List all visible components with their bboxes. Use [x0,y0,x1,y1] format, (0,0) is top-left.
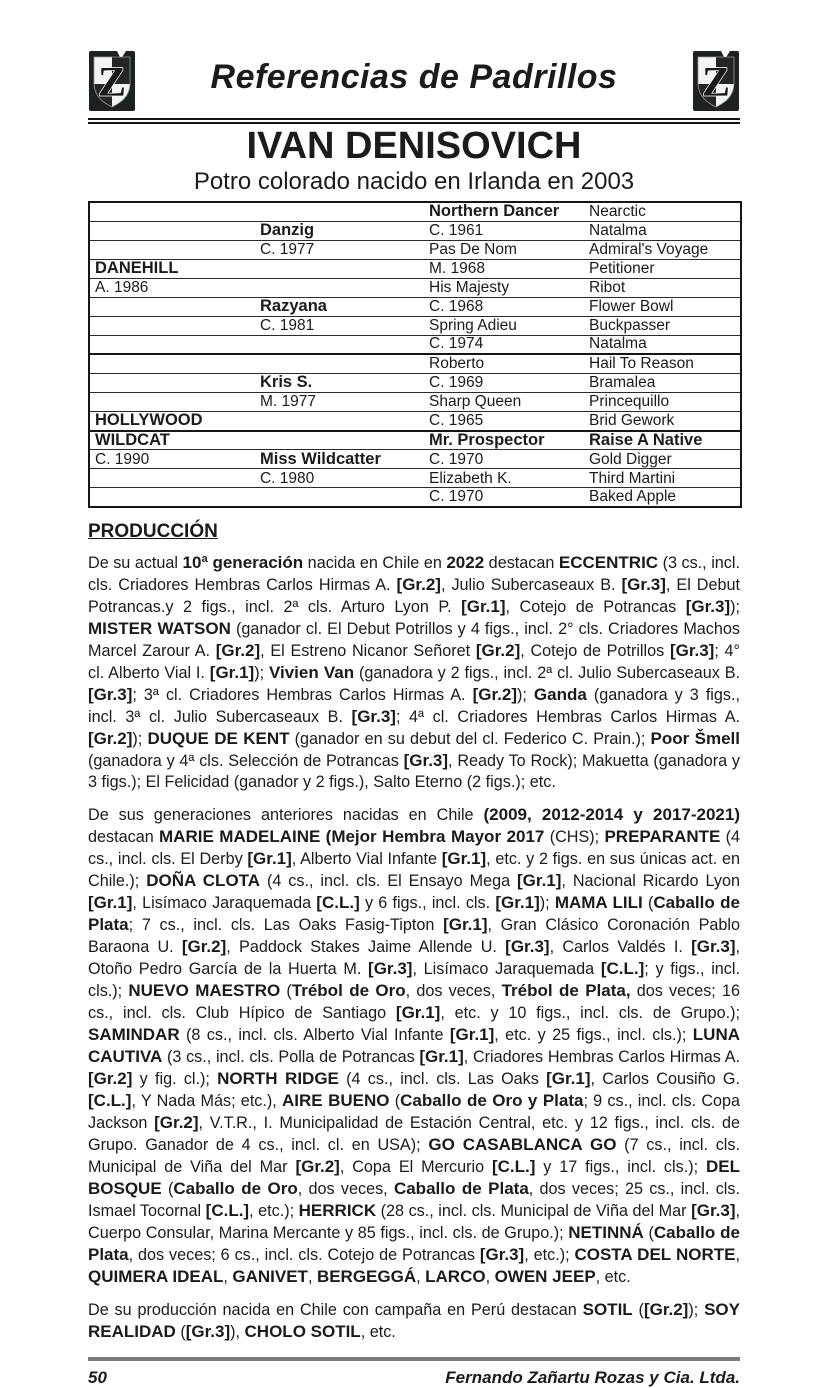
pedigree-cell: Third Martini [584,469,741,488]
bold-text-segment: NETINNÁ [568,1222,644,1242]
bold-text-segment: Caballo de Plata [393,1178,529,1198]
pedigree-cell: Mr. Prospector [424,431,584,450]
text-segment: ( [389,1091,401,1110]
pedigree-cell [255,335,424,354]
pedigree-cell [255,202,424,221]
text-segment: (28 cs., incl. cls. Municipal de Viña del Mar [376,1201,692,1220]
text-segment: ; 3ª cl. Criadores Hembras Carlos Hirmas A. [132,685,473,704]
pedigree-cell: Sharp Queen [424,392,584,411]
bold-text-segment: DEL BOSQUE [88,1156,740,1198]
bold-text-segment: COSTA DEL NORTE [574,1244,736,1264]
bold-text-segment: [Gr.3] [691,936,736,956]
produccion-paragraph-2 [88,804,740,1288]
bold-text-segment: [Gr.1] [209,662,255,682]
pedigree-cell: C. 1990 [89,450,255,469]
bold-text-segment: OWEN JEEP [494,1266,596,1286]
bold-text-segment: [Gr.3] [351,706,396,726]
produccion-heading: PRODUCCIÓN [88,520,218,542]
text-segment: destacan [88,827,159,846]
footer-divider [88,1357,740,1361]
bold-text-segment: Ganda [533,684,587,704]
pedigree-row [89,488,741,507]
bold-text-segment: [Gr.1] [495,892,540,912]
pedigree-cell: Admiral's Voyage [584,240,741,259]
bold-text-segment: DUQUE DE KENT [147,728,290,748]
bold-text-segment: [Gr.3] [691,1200,736,1220]
pedigree-cell [255,259,424,278]
text-segment: , [416,1267,426,1286]
pedigree-row [89,392,741,411]
text-segment: ); [516,685,534,704]
produccion-paragraph-3 [88,1299,740,1343]
bold-text-segment: [Gr.3] [368,958,413,978]
bold-text-segment: [Gr.2] [472,684,517,704]
text-segment: ( [161,1179,174,1198]
pedigree-cell: Natalma [584,221,741,240]
text-segment: ); [539,893,555,912]
bold-text-segment: 2022 [446,552,485,572]
bold-text-segment: LARCO [425,1266,486,1286]
pedigree-cell: Razyana [255,297,424,316]
text-segment: , etc.); [524,1245,575,1264]
pedigree-cell: C. 1965 [424,411,584,430]
text-segment: (4 cs., incl. cls. El Derby [88,827,741,868]
pedigree-row [89,259,741,278]
bold-text-segment: [Gr.3] [621,574,666,594]
pedigree-row [89,202,741,221]
pedigree-row [89,240,741,259]
pedigree-cell: Kris S. [255,373,424,392]
text-segment: nacida en Chile en [303,553,447,572]
masthead [88,50,740,114]
bold-text-segment: (Mejor Hembra Mayor 2017 [325,826,545,846]
text-segment: , dos veces; 25 cs., incl. cls. Ismael Tocornal [88,1179,740,1220]
text-segment: y fig. cl.); [132,1069,218,1088]
text-segment: , dos veces, [297,1179,394,1198]
bold-text-segment: Caballo de Oro y Plata [400,1090,584,1110]
text-segment: , Carlos Cousiño G. [590,1069,740,1088]
bold-text-segment: [Gr.3] [479,1244,525,1264]
bold-text-segment: CHOLO SOTIL [244,1321,361,1341]
bold-text-segment: SAMINDAR [88,1024,180,1044]
bold-text-segment: [Gr.1] [449,1024,495,1044]
text-segment: , Gran Clásico Coronación Pablo Baraona U. [88,915,740,956]
bold-text-segment: [Gr.2] [643,1299,689,1319]
logo-letter: Z [701,60,731,106]
bold-text-segment: [Gr.1] [247,848,292,868]
bold-text-segment: [Gr.1] [441,848,487,868]
bold-text-segment: [Gr.3] [669,640,715,660]
text-segment: ); [730,597,740,616]
bold-text-segment: MARIE MADELAINE [159,826,321,846]
pedigree-row [89,469,741,488]
bold-text-segment: GO CASABLANCA GO [428,1134,617,1154]
text-segment: , [223,1267,233,1286]
text-segment: (4 cs., incl. cls. Las Oaks [338,1069,547,1088]
text-segment: , El Debut Potrancas.y 2 figs., incl. 2ª cls. Arturo Lyon P. [88,575,741,616]
bold-text-segment: [Gr.2] [88,1068,133,1088]
bold-text-segment: [C.L.] [491,1156,536,1176]
pedigree-row [89,373,741,392]
pedigree-cell: C. 1969 [424,373,584,392]
pedigree-cell: WILDCAT [89,431,255,450]
text-segment: dos veces; 16 cs., incl. cls. Club Hípico de Santiago [88,981,740,1022]
text-segment: ; 4ª cl. Criadores Hembras Carlos Hirmas A. [395,707,740,726]
bold-text-segment: MAMA LILI [554,892,643,912]
text-segment: , [485,1267,495,1286]
company-name: Fernando Zañartu Rozas y Cia. Ltda. [445,1367,740,1387]
pedigree-row [89,278,741,297]
text-segment: , Nacional Ricardo Lyon [561,871,740,890]
text-segment: , etc. y 2 figs. en sus únicas act. en Chile.); [88,849,741,890]
zanartu-crest-logo-right [692,50,740,112]
text-segment: (3 cs., incl. cls. Criadores Hembras Carlos Hirmas A. [88,553,740,594]
bold-text-segment: [C.L.] [316,892,360,912]
bold-text-segment: MISTER WATSON [88,618,231,638]
pedigree-cell: M. 1968 [424,259,584,278]
text-segment: (8 cs., incl. cls. Alberto Vial Infante [179,1025,450,1044]
pedigree-cell: Northern Dancer [424,202,584,221]
text-segment: ; 9 cs., incl. cls. Copa Jackson [88,1091,741,1132]
text-segment: , [735,1245,740,1264]
pedigree-table-body [89,202,741,507]
text-segment: ( [632,1300,644,1319]
bold-text-segment: [Gr.3] [685,596,731,616]
pedigree-cell [255,411,424,430]
pedigree-cell: Hail To Reason [584,354,741,373]
bold-text-segment: [Gr.1] [461,596,506,616]
bold-text-segment: [Gr.1] [395,1002,441,1022]
bold-text-segment: Vivien Van [268,662,355,682]
horse-subtitle: Potro colorado nacido en Irlanda en 2003 [193,167,635,195]
text-segment: (ganadora y 2 figs., incl. 2ª cl. Julio Subercaseaux B. [354,663,740,682]
bold-text-segment: [Gr.1] [443,914,488,934]
bold-text-segment: [Gr.1] [419,1046,464,1066]
bold-text-segment: [Gr.3] [403,750,449,770]
text-segment: (ganadora y 4ª cls. Selección de Potrancas [88,751,404,770]
pedigree-row [89,335,741,354]
text-segment: ( [643,1223,654,1242]
pedigree-row [89,221,741,240]
text-segment: , etc. [360,1322,396,1341]
bold-text-segment: QUIMERA IDEAL [88,1266,224,1286]
text-segment: , El Estreno Nicanor Señoret [260,641,476,660]
pedigree-cell [89,202,255,221]
text-segment: (ganador cl. El Debut Potrillos y 4 figs., incl. 2° cls. Criadores Machos Marcel Zarour A. [88,619,741,660]
pedigree-cell: Miss Wildcatter [255,450,424,469]
pedigree-cell: Flower Bowl [584,297,741,316]
text-segment: , Y Nada Más; etc.), [131,1091,283,1110]
page-number: 50 [88,1367,107,1387]
text-segment: ; y figs., incl. cls.); [88,959,740,1000]
pedigree-cell: Baked Apple [589,488,677,506]
bold-text-segment: [Gr.2] [88,728,133,748]
pedigree-row [89,354,741,373]
text-segment: , Paddock Stakes Jaime Allende U. [226,937,506,956]
bold-text-segment: [Gr.2] [396,574,441,594]
pedigree-cell: Ribot [584,278,741,297]
bold-text-segment: LUNA CAUTIVA [88,1024,740,1066]
bold-text-segment: GANIVET [232,1266,308,1286]
text-segment: , Alberto Vial Infante [291,849,442,868]
bold-text-segment: Caballo de Plata [88,1222,741,1264]
pedigree-cell: C. 1980 [255,469,424,488]
pedigree-cell [89,297,255,316]
page-title: Referencias de Padrillos [210,58,618,96]
pedigree-cell: Bramalea [584,373,741,392]
text-segment: , Lisímaco Jaraquemada [412,959,601,978]
bold-text-segment: AIRE BUENO [282,1090,390,1110]
text-segment: (7 cs., incl. cls. Municipal de Viña del Mar [88,1135,740,1176]
pedigree-cell: Petitioner [584,259,741,278]
text-segment: ), [230,1322,245,1341]
text-segment: , Cuerpo Consular, Marina Mercante y 85 figs., incl. cls. de Grupo.); [88,1201,740,1242]
text-segment: ; 4° cl. Alberto Vial I. [88,641,741,682]
pedigree-cell [89,354,255,373]
pedigree-cell: C. 1974 [424,335,584,354]
pedigree-cell: A. 1986 [89,278,255,297]
pedigree-row [89,450,741,469]
text-segment: (CHS); [544,827,605,846]
text-segment: , Criadores Hembras Carlos Hirmas A. [463,1047,740,1066]
text-segment: (ganador en su debut del cl. Federico C. Prain.); [289,729,651,748]
pedigree-cell [89,316,255,335]
text-segment: , Ready To Rock); Makuetta (ganadora y 3 figs.); El Felicidad (ganador y 2 figs.), Salto Eterno (2 figs.); etc. [88,751,740,791]
bold-text-segment: SOTIL [582,1299,633,1319]
text-segment: , Carlos Valdés I. [549,937,692,956]
text-segment: De su producción nacida en Chile con campaña en Perú destacan [88,1300,583,1319]
pedigree-cell: C. 1977 [255,240,424,259]
pedigree-cell [89,240,255,259]
pedigree-cell [89,335,255,354]
text-segment: , Cotejo de Potrancas [505,597,686,616]
bold-text-segment: [Gr.2] [295,1156,340,1176]
page-content [88,50,740,1388]
pedigree-row [89,297,741,316]
bold-text-segment: Poor Šmell [650,728,741,748]
text-segment: , Cotejo de Potrillos [520,641,670,660]
bold-text-segment: HERRICK [298,1200,377,1220]
pedigree-cell: Raise A Native [584,431,741,450]
text-segment: ( [175,1322,186,1341]
bold-text-segment: [Gr.1] [88,892,133,912]
bold-text-segment: [Gr.2] [215,640,261,660]
text-segment: , Julio Subercaseaux B. [440,575,622,594]
pedigree-cell [255,278,424,297]
pedigree-cell: C. 1970 [424,450,584,469]
pedigree-cell: Princequillo [584,392,741,411]
text-segment: , dos veces; 6 cs., incl. cls. Cotejo de Potrancas [128,1245,480,1264]
bold-text-segment: [Gr.3] [505,936,550,956]
text-segment: (4 cs., incl. cls. El Ensayo Mega [260,871,518,890]
pedigree-cell: Brid Gework [584,411,741,430]
text-segment: , Otoño Pedro García de la Huerta M. [88,937,740,978]
pedigree-row [89,316,741,335]
bold-text-segment: [C.L.] [205,1200,250,1220]
text-segment: , dos veces, [405,981,502,1000]
pedigree-cell: C. 1968 [424,297,584,316]
pedigree-cell: Spring Adieu [424,316,584,335]
text-segment: , etc. y 10 figs., incl. cls. de Grupo.); [440,1003,740,1022]
text-segment: ; 7 cs., incl. cls. Las Oaks Fasig-Tipton [128,915,444,934]
bold-text-segment: 10ª generación [182,552,304,572]
text-segment: ); [254,663,269,682]
pedigree-cell: Roberto [424,354,584,373]
pedigree-cell [255,488,424,507]
bold-text-segment: BERGEGGÁ [316,1266,417,1286]
pedigree-cell: C. 1961 [424,221,584,240]
bold-text-segment: [Gr.2] [154,1112,199,1132]
pedigree-cell: Buckpasser [584,316,741,335]
pedigree-cell: Elizabeth K. [424,469,584,488]
logo-letter: Z [97,60,127,106]
pedigree-cell: Nearctic [584,202,741,221]
bold-text-segment: SOY REALIDAD [88,1299,740,1341]
pedigree-cell [89,488,255,507]
zanartu-crest-logo-left [88,50,136,112]
text-segment: De sus generaciones anteriores nacidas en Chile [88,805,484,824]
bold-text-segment: PREPARANTE [604,826,721,846]
pedigree-cell [89,392,255,411]
text-segment: ); [132,729,148,748]
bold-text-segment: Trébol de Oro [291,980,406,1000]
pedigree-row [89,411,741,430]
pedigree-cell: DANEHILL [89,259,255,278]
bold-text-segment: Caballo de Plata [88,892,741,934]
text-segment: destacan [484,553,559,572]
text-segment: , etc. y 25 figs., incl. cls.); [494,1025,693,1044]
pedigree-cell [89,221,255,240]
text-segment: ( [280,981,292,1000]
text-segment: , Lisímaco Jaraquemada [132,893,317,912]
text-segment: ); [688,1300,705,1319]
bold-text-segment: [Gr.3] [88,684,133,704]
header-divider [88,118,740,124]
bold-text-segment: [Gr.2] [475,640,521,660]
pedigree-cell: HOLLYWOOD [89,411,255,430]
text-segment: De su actual [88,553,183,572]
text-segment: , etc. [595,1267,631,1286]
text-segment: , [307,1267,317,1286]
horse-name: IVAN DENISOVICH [246,125,582,167]
text-segment: , V.T.R., I. Municipalidad de Estación Central, etc. y 12 figs., incl. cls. de Grupo. Ganador de 4 cs., incl. cl. en USA); [88,1113,740,1154]
pedigree-cell [89,469,255,488]
bold-text-segment: Trébol de Plata, [501,980,631,1000]
text-segment: , Copa El Mercurio [339,1157,492,1176]
pedigree-row [89,431,741,450]
pedigree-cell: Pas De Nom [424,240,584,259]
pedigree-cell [89,373,255,392]
text-segment: (ganadora y 3 figs., incl. 3ª cl. Julio Subercaseaux B. [88,685,740,726]
bold-text-segment: NORTH RIDGE [217,1068,339,1088]
pedigree-table [88,201,742,508]
bold-text-segment: [Gr.1] [517,870,562,890]
bold-text-segment: (2009, 2012-2014 y 2017-2021) [483,804,741,824]
bold-text-segment: [C.L.] [600,958,645,978]
pedigree-cell: His Majesty [424,278,584,297]
pedigree-cell [255,354,424,373]
pedigree-cell: Danzig [255,221,424,240]
text-segment: y 17 figs., incl. cls.); [535,1157,706,1176]
page-footer [88,1357,740,1388]
bold-text-segment: NUEVO MAESTRO [128,980,281,1000]
produccion-paragraph-1 [88,552,740,793]
text-segment: (3 cs., incl. cls. Polla de Potrancas [162,1047,420,1066]
bold-text-segment: DOÑA CLOTA [146,870,261,890]
text-segment: ( [642,893,654,912]
pedigree-cell: Gold Digger [584,450,741,469]
bold-text-segment: ECCENTRIC [558,552,659,572]
text-segment: y 6 figs., incl. cls. [359,893,496,912]
bold-text-segment: [C.L.] [88,1090,132,1110]
bold-text-segment: Caballo de Oro [173,1178,298,1198]
pedigree-cell: Natalma [584,335,741,354]
pedigree-cell: C. 1970 [429,488,484,506]
pedigree-cell [255,431,424,450]
bold-text-segment: [Gr.2] [181,936,227,956]
bold-text-segment: [Gr.1] [546,1068,591,1088]
text-segment: , etc.); [249,1201,299,1220]
bold-text-segment: [Gr.3] [185,1321,231,1341]
pedigree-cell: M. 1977 [255,392,424,411]
pedigree-cell: C. 1981 [255,316,424,335]
